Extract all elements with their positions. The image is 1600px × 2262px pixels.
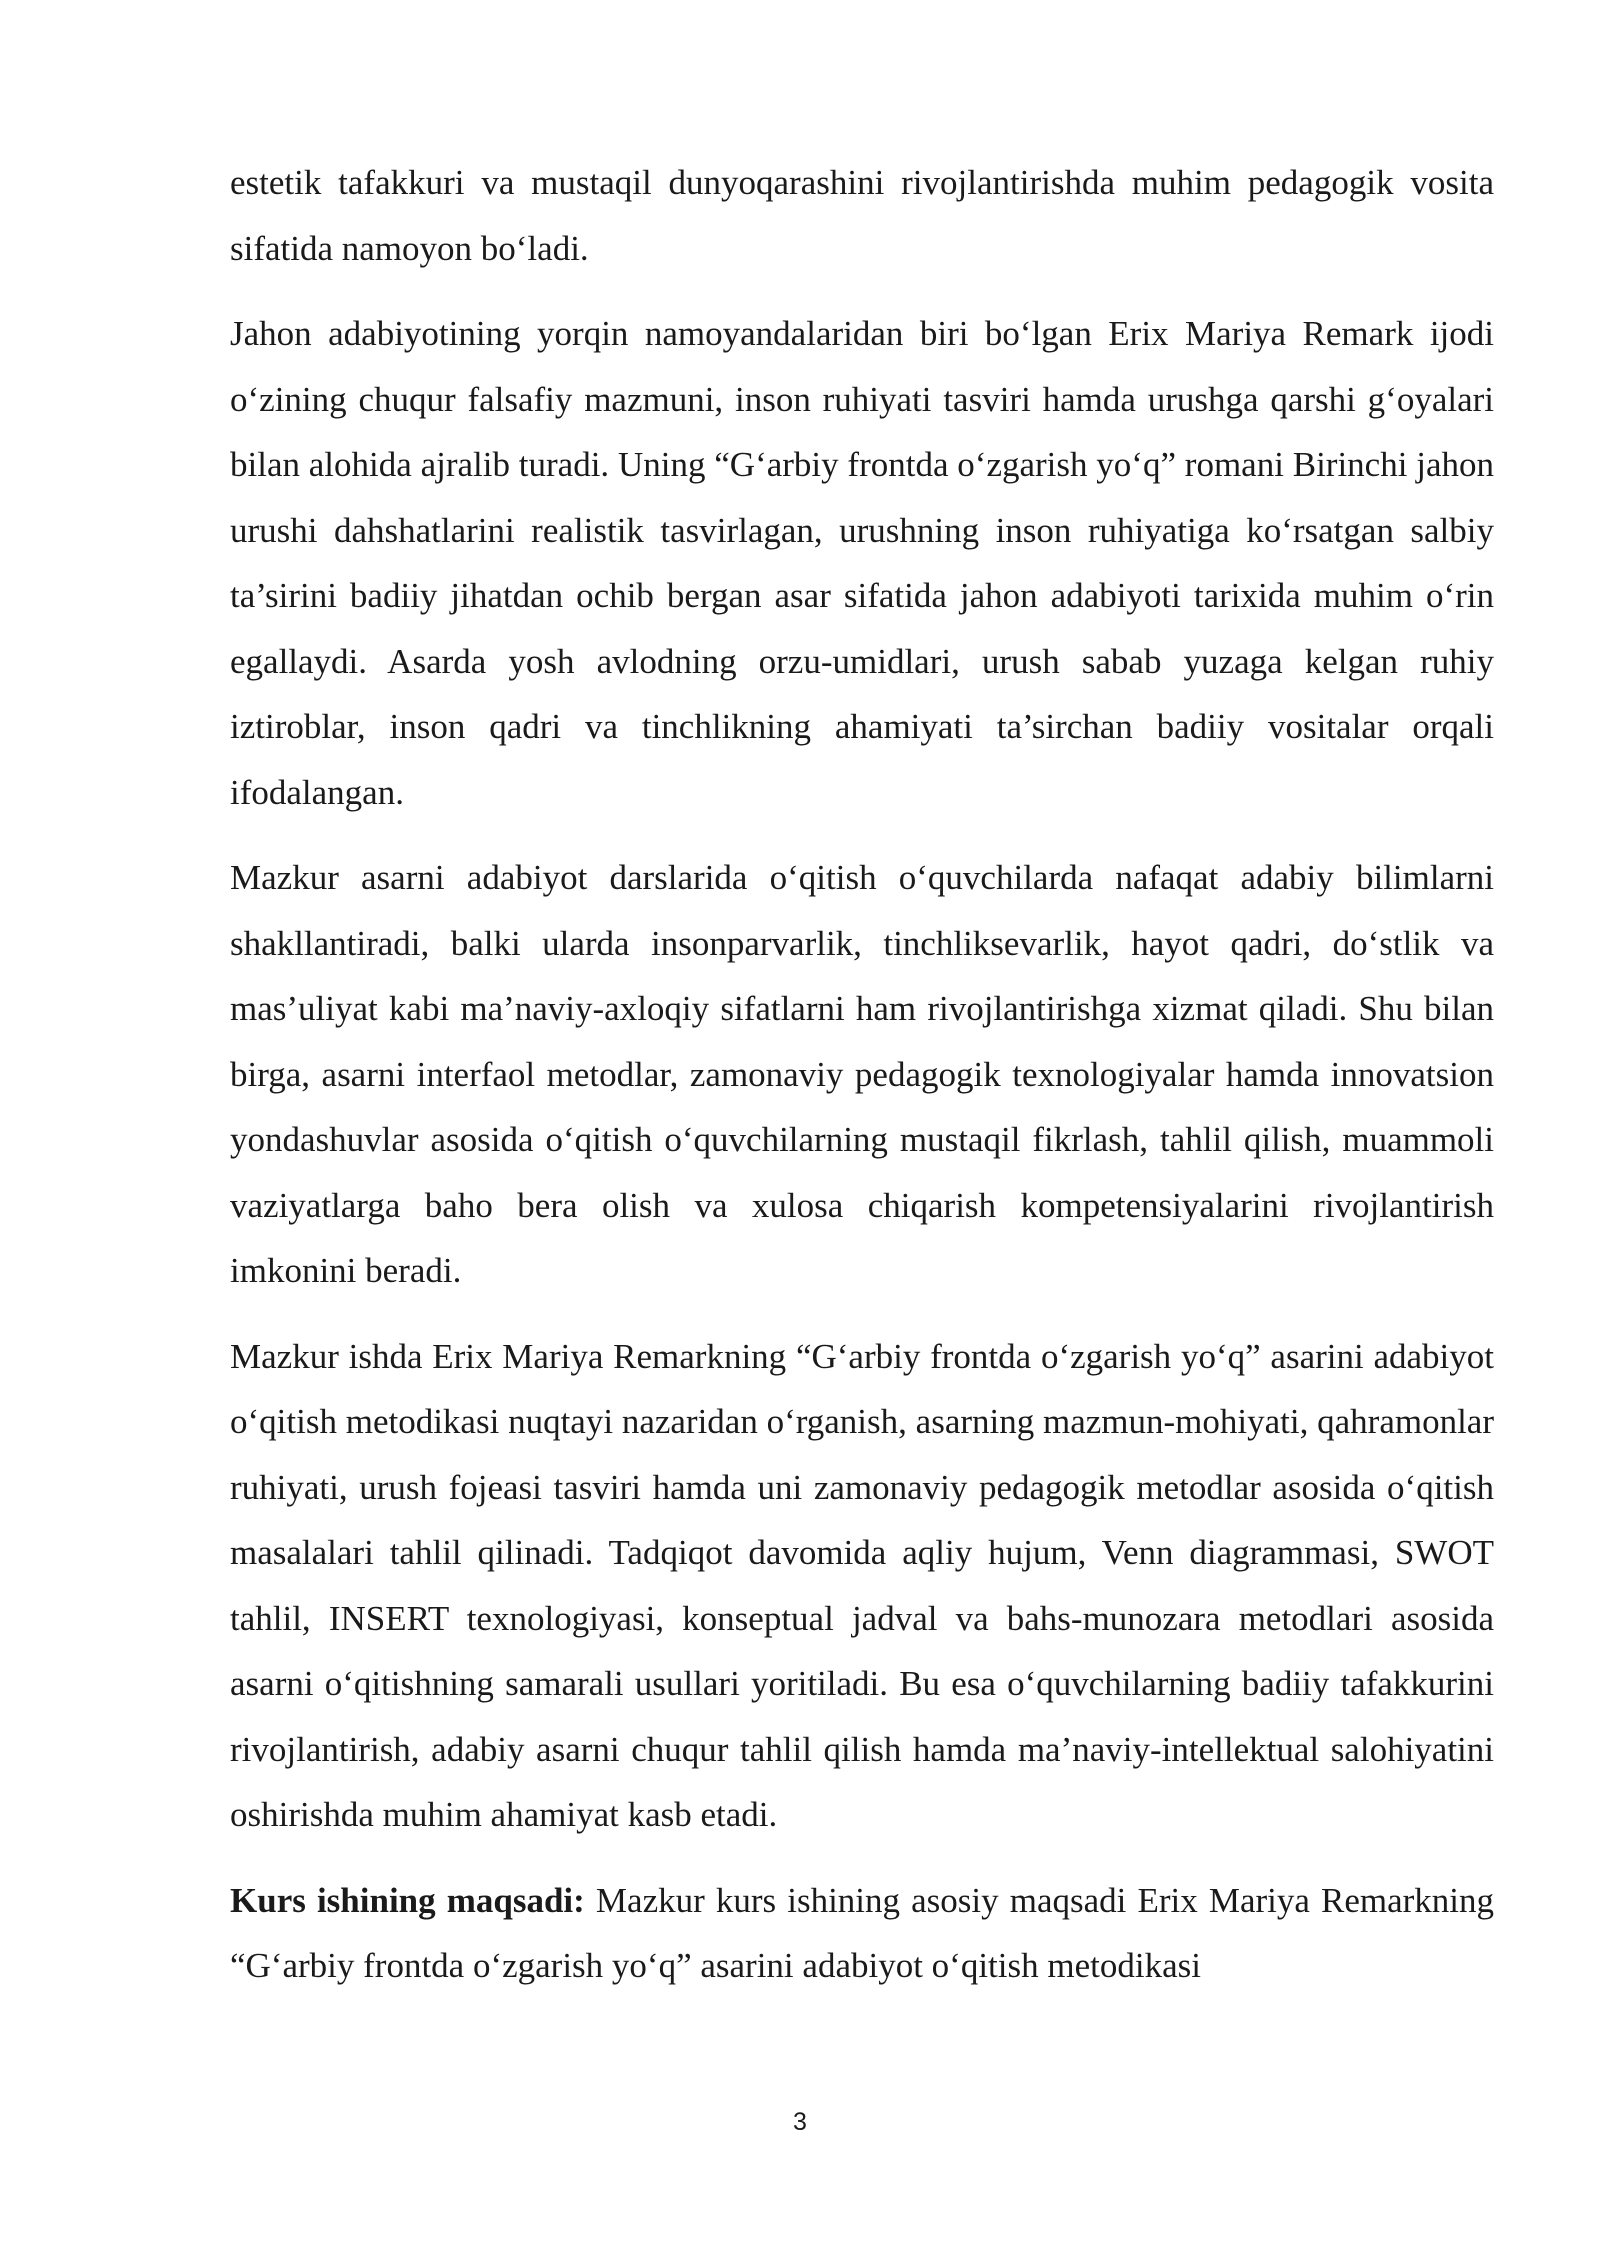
paragraph-5 xyxy=(230,1868,1494,1999)
paragraph-3: Mazkur asarni adabiyot darslarida o‘qitish o‘quvchilarda nafaqat adabiy bilimlarni shakllantiradi, balki ularda insonparvarlik, tinchliksevarlik, hayot qadri, do‘stlik va mas’uliyat kabi ma’naviy-axloqiy sifatlarni ham rivojlantirishga xizmat qiladi. Shu bilan birga, asarni interfaol metodlar, zamonaviy pedagogik texnologiyalar hamda innovatsion yondashuvlar asosida o‘qitish o‘quvchilarning mustaqil fikrlash, tahlil qilish, muammoli vaziyatlarga baho bera olish va xulosa chiqarish kompetensiyalarini rivojlantirish imkonini beradi. xyxy=(230,858,1494,1290)
paragraph-1: estetik tafakkuri va mustaqil dunyoqarashini rivojlantirishda muhim pedagogik vosita sifatida namoyon bo‘ladi. xyxy=(230,163,1494,268)
page-number: 3 xyxy=(793,2108,807,2136)
paragraph-5-lead: Kurs ishining maqsadi: xyxy=(230,1880,585,1920)
paragraph-2: Jahon adabiyotining yorqin namoyandalaridan biri bo‘lgan Erix Mariya Remark ijodi o‘zining chuqur falsafiy mazmuni, inson ruhiyati tasviri hamda urushga qarshi g‘oyalari bilan alohida ajralib turadi. Uning “G‘arbiy frontda o‘zgarish yo‘q” romani Birinchi jahon urushi dahshatlarini realistik tasvirlagan, urushning inson ruhiyatiga ko‘rsatgan salbiy ta’sirini badiiy jihatdan ochib bergan asar sifatida jahon adabiyoti tarixida muhim o‘rin egallaydi. Asarda yosh avlodning orzu-umidlari, urush sabab yuzaga kelgan ruhiy iztiroblar, inson qadri va tinchlikning ahamiyati ta’sirchan badiiy vositalar orqali ifodalangan. xyxy=(230,314,1494,812)
paragraph-5-text: Mazkur kurs ishining asosiy maqsadi Erix Mariya Remarkning “G‘arbiy frontda o‘zgarish yo‘q” asarini adabiyot o‘qitish metodikasi xyxy=(230,1880,1495,1985)
paragraph-4: Mazkur ishda Erix Mariya Remarkning “G‘arbiy frontda o‘zgarish yo‘q” asarini adabiyot o‘qitish metodikasi nuqtayi nazaridan o‘rganish, asarning mazmun-mohiyati, qahramonlar ruhiyati, urush fojeasi tasviri hamda uni zamonaviy pedagogik metodlar asosida o‘qitish masalalari tahlil qilinadi. Tadqiqot davomida aqliy hujum, Venn diagrammasi, SWOT tahlil, INSERT texnologiyasi, konseptual jadval va bahs-munozara metodlari asosida asarni o‘qitishning samarali usullari yoritiladi. Bu esa o‘quvchilarning badiiy tafakkurini rivojlantirish, adabiy asarni chuqur tahlil qilish hamda ma’naviy-intellektual salohiyatini oshirishda muhim ahamiyat kasb etadi. xyxy=(230,1336,1494,1834)
body-text xyxy=(230,150,1494,1999)
